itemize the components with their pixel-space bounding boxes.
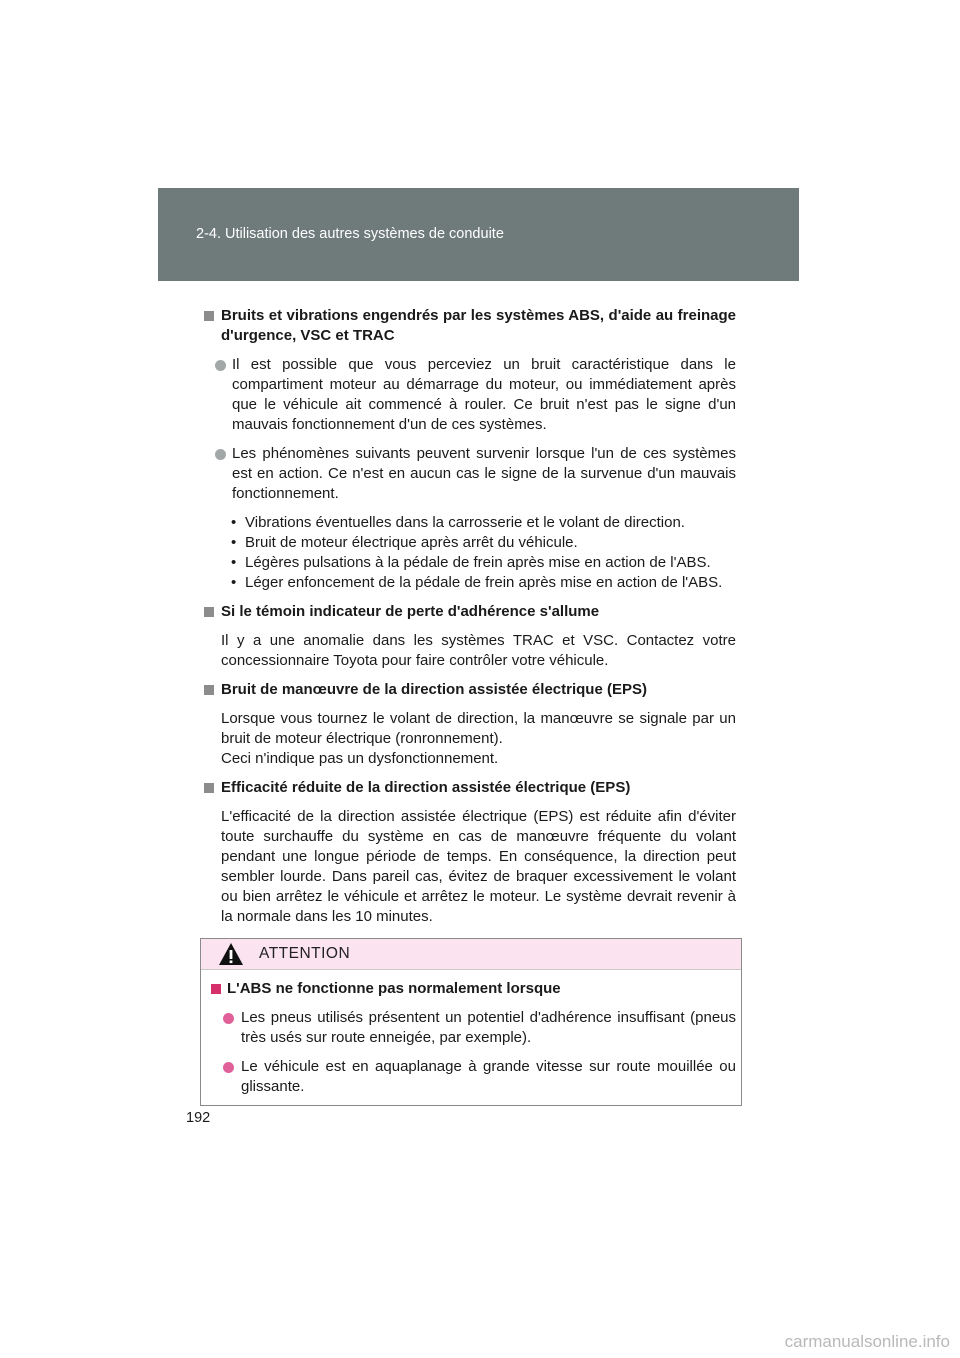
sub-list [204, 513, 736, 593]
list-item: • Vibrations éventuelles dans la carrosserie et le volant de direction. [231, 514, 685, 531]
section-heading-abs-noise: Bruits et vibrations engendrés par les systèmes ABS, d'aide au freinage d'urgence, VSC et TRAC [204, 306, 736, 346]
section-header-band [158, 188, 799, 281]
warning-triangle-icon [218, 942, 244, 966]
square-bullet-icon [211, 984, 221, 994]
section-heading-eps-reduced: Efficacité réduite de la direction assistée électrique (EPS) [204, 778, 736, 798]
square-bullet-icon [204, 607, 214, 617]
circle-bullet-icon [223, 1013, 234, 1024]
warning-heading: L'ABS ne fonctionne pas normalement lorsque [211, 979, 736, 999]
warning-title: ATTENTION [259, 945, 351, 962]
list-item: • Légères pulsations à la pédale de frein après mise en action de l'ABS. [231, 554, 711, 571]
circle-bullet-icon [223, 1062, 234, 1073]
warning-bullet-item: Les pneus utilisés présentent un potentiel d'adhérence insuffisant (pneus très usés sur route enneigée, par exemple). [211, 1008, 736, 1048]
circle-bullet-icon [215, 360, 226, 371]
square-bullet-icon [204, 311, 214, 321]
page-number: 192 [186, 1110, 211, 1126]
dot-bullet-icon: • [231, 554, 237, 571]
warning-box [200, 938, 742, 1106]
watermark: carmanualsonline.info [784, 1332, 950, 1351]
section-paragraph: Lorsque vous tournez le volant de direction, la manœuvre se signale par un bruit de moteur électrique (ronronnement). Ceci n'indique pas un dysfonctionnement. [221, 710, 736, 767]
warning-bullet-item: Le véhicule est en aquaplanage à grande vitesse sur route mouillée ou glissante. [211, 1057, 736, 1097]
warning-header [201, 939, 741, 970]
bullet-item: Les phénomènes suivants peuvent survenir lorsque l'un de ces systèmes est en action. Ce n'est en aucun cas le signe de la survenue d'un mauvais fonctionnement. [204, 444, 736, 504]
circle-bullet-icon [215, 449, 226, 460]
list-item: • Léger enfoncement de la pédale de frein après mise en action de l'ABS. [231, 574, 723, 591]
square-bullet-icon [204, 685, 214, 695]
section-paragraph: Il y a une anomalie dans les systèmes TRAC et VSC. Contactez votre concessionnaire Toyota pour faire contrôler votre véhicule. [221, 632, 736, 669]
square-bullet-icon [204, 783, 214, 793]
main-content [204, 306, 736, 936]
section-title: 2-4. Utilisation des autres systèmes de conduite [196, 226, 504, 242]
dot-bullet-icon: • [231, 534, 237, 551]
warning-body [211, 979, 736, 1106]
section-heading-eps-noise: Bruit de manœuvre de la direction assistée électrique (EPS) [204, 680, 736, 700]
bullet-item: Il est possible que vous perceviez un bruit caractéristique dans le compartiment moteur au démarrage du moteur, ou immédiatement après que le véhicule ait commencé à rouler. Ce bruit n'est pas le signe d'un mauvais fonctionnement d'un de ces systèmes. [204, 355, 736, 435]
section-heading-slip-indicator: Si le témoin indicateur de perte d'adhérence s'allume [204, 602, 736, 622]
section-paragraph: L'efficacité de la direction assistée électrique (EPS) est réduite afin d'éviter toute surchauffe du système en cas de manœuvre fréquente du volant pendant une longue période de temps. En conséquence, la direction peut sembler lourde. Dans pareil cas, évitez de braquer excessivement le volant ou bien arrêtez le véhicule et arrêtez le moteur. Le système devrait revenir à la normale dans les 10 minutes. [221, 808, 736, 925]
list-item: • Bruit de moteur électrique après arrêt du véhicule. [231, 534, 578, 551]
dot-bullet-icon: • [231, 574, 237, 591]
dot-bullet-icon: • [231, 514, 237, 531]
